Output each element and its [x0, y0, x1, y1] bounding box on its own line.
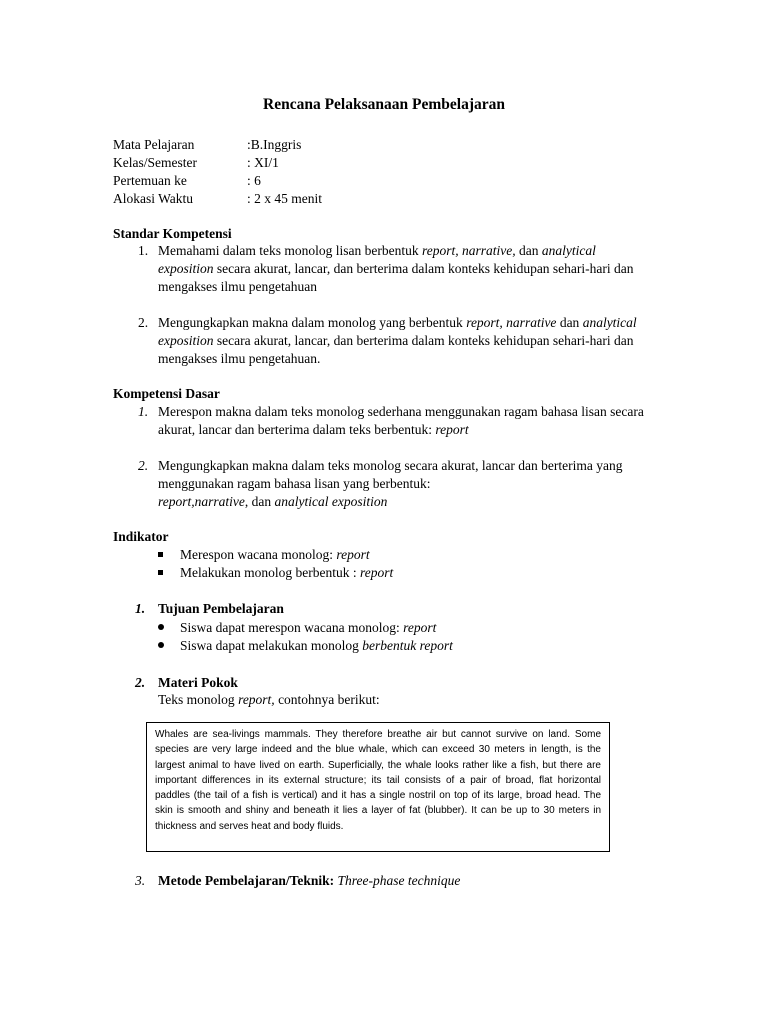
- meta-row: [113, 190, 322, 208]
- standar-kompetensi-list: [113, 314, 653, 368]
- indikator-heading: Indikator: [113, 529, 169, 544]
- list-item: [113, 403, 653, 439]
- square-bullet-icon: [158, 552, 163, 557]
- list-item: [113, 457, 653, 511]
- kompetensi-dasar-list: [113, 457, 653, 511]
- meta-value: :B.Inggris: [247, 137, 302, 152]
- list-item: Merespon wacana monolog: report: [158, 546, 393, 564]
- list-item: Melakukan monolog berbentuk : report: [158, 564, 393, 582]
- section-title: Metode Pembelajaran/Teknik: Three-phase technique: [158, 873, 461, 888]
- tujuan-heading: [113, 600, 284, 618]
- round-bullet-icon: [158, 642, 164, 648]
- item-number: 1.: [138, 243, 149, 258]
- section-number: 2.: [135, 675, 146, 690]
- item-text: Mengungkapkan makna dalam monolog yang berbentuk report, narrative dan analytical exposition secara akurat, lancar, dan berterima dalam konteks kehidupan sehari-hari dan mengakses ilmu pengetahuan.: [158, 315, 637, 366]
- list-item: [113, 314, 653, 368]
- section-number: 1.: [135, 601, 146, 616]
- meta-row: [113, 154, 322, 172]
- meta-value: : 2 x 45 menit: [247, 191, 322, 206]
- item-text: Merespon makna dalam teks monolog sederhana menggunakan ragam bahasa lisan secara akurat, lancar dan berterima dalam teks berbentuk: report: [158, 404, 644, 437]
- item-number: 1.: [138, 404, 149, 419]
- materi-intro: Teks monolog report, contohnya berikut:: [158, 692, 380, 707]
- item-text: Mengungkapkan makna dalam teks monolog secara akurat, lancar dan berterima yang menggunakan ragam bahasa lisan yang berbentuk: report,narrative, dan analytical exposition: [158, 458, 623, 509]
- meta-label: Pertemuan ke: [113, 173, 187, 188]
- list-item: Siswa dapat merespon wacana monolog: report: [158, 619, 453, 637]
- section-title: Tujuan Pembelajaran: [158, 601, 284, 616]
- passage-box: Whales are sea-livings mammals. They therefore breathe air but cannot survive on land. Some species are very large indeed and the blue whale, which can exceed 30 meters in length, is the largest animal to have lived on earth. Superficially, the whale looks rather like a fish, but there are important differences in its external structure; its tail consists of a pair of broad, flat horizontal paddles (the tail of a fish is vertical) and it has a single nostril on top of its large, broad head. The skin is smooth and shiny and beneath it lies a layer of fat (blubber). It can be up to 30 meters in thickness and serves heat and body fluids.: [146, 722, 610, 852]
- meta-table: [113, 136, 322, 208]
- meta-value: : XI/1: [247, 155, 279, 170]
- standar-kompetensi-list: [113, 242, 653, 296]
- item-number: 2.: [138, 458, 149, 473]
- tujuan-list: [158, 619, 453, 655]
- meta-value: : 6: [247, 173, 261, 188]
- section-title: Materi Pokok: [158, 675, 238, 690]
- kompetensi-dasar-heading: Kompetensi Dasar: [113, 386, 220, 401]
- meta-label: Alokasi Waktu: [113, 191, 194, 206]
- meta-row: [113, 172, 322, 190]
- list-item: [113, 242, 653, 296]
- page-title: Rencana Pelaksanaan Pembelajaran: [263, 96, 505, 113]
- meta-row: [113, 136, 322, 154]
- materi-heading: [113, 674, 238, 692]
- round-bullet-icon: [158, 624, 164, 630]
- list-item: Siswa dapat melakukan monolog berbentuk report: [158, 637, 453, 655]
- meta-label: Mata Pelajaran: [113, 137, 195, 152]
- kompetensi-dasar-list: [113, 403, 653, 439]
- item-text: Memahami dalam teks monolog lisan berbentuk report, narrative, dan analytical exposition secara akurat, lancar, dan berterima dalam konteks kehidupan sehari-hari dan mengakses ilmu pengetahuan: [158, 243, 634, 294]
- meta-label: Kelas/Semester: [113, 155, 197, 170]
- section-number: 3.: [135, 873, 146, 888]
- item-number: 2.: [138, 315, 149, 330]
- square-bullet-icon: [158, 570, 163, 575]
- standar-kompetensi-heading: Standar Kompetensi: [113, 226, 232, 241]
- indikator-list: [158, 546, 393, 582]
- metode-heading: [113, 872, 460, 890]
